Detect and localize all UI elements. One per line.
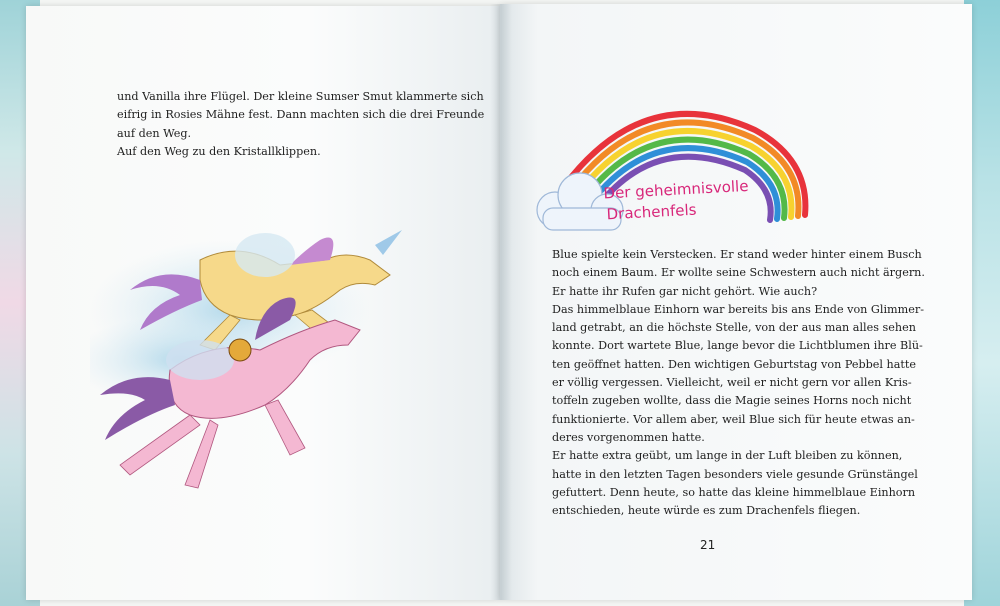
text-line: ten geöffnet hatten. Den wichtigen Geburtstag von Pebbel hatte	[552, 357, 917, 371]
text-line: konnte. Dort wartete Blue, lange bevor die Lichtblumen ihre Blü-	[552, 339, 923, 353]
text-line: und Vanilla ihre Flügel. Der kleine Sumser Smut klammerte sich	[117, 90, 484, 103]
text-line: er völlig vergessen. Vielleicht, weil er nicht gern vor allen Kris-	[552, 376, 912, 390]
book-gutter	[490, 4, 512, 600]
bee-character	[229, 339, 251, 361]
right-page-text	[552, 246, 925, 520]
chapter-title-line: Drachenfels	[606, 200, 697, 224]
text-line: noch einem Baum. Er wollte seine Schwestern auch nicht ärgern.	[552, 266, 925, 280]
text-line: eifrig in Rosies Mähne fest. Dann machten sich die drei Freunde	[117, 108, 485, 122]
chapter-title-line: Der geheimnisvolle	[603, 176, 749, 203]
text-line: Das himmelblaue Einhorn war bereits bis ans Ende von Glimmer-	[552, 302, 924, 316]
text-line: Auf den Weg zu den Kristallklippen.	[117, 144, 321, 158]
text-line: Er hatte extra geübt, um lange in der Luft bleiben zu können,	[552, 449, 903, 463]
text-line: funktionierte. Vor allem aber, weil Blue sich für heute etwas an-	[552, 412, 915, 426]
text-line: toffeln zugeben wollte, dass die Magie seines Horns noch nicht	[552, 394, 912, 408]
text-line: deres vorgenommen hatte.	[552, 430, 705, 444]
text-line: Blue spielte kein Verstecken. Er stand weder hinter einem Busch	[552, 248, 922, 261]
text-line: gefuttert. Denn heute, so hatte das kleine himmelblaue Einhorn	[552, 485, 916, 499]
text-line: entschieden, heute würde es zum Drachenfels fliegen.	[552, 504, 861, 518]
text-line: land getrabt, an die höchste Stelle, von der aus man alles sehen	[552, 321, 916, 335]
text-line: Er hatte ihr Rufen gar nicht gehört. Wie auch?	[552, 284, 818, 298]
page-number: 21	[700, 538, 716, 552]
left-page-text	[117, 88, 484, 161]
text-line: auf den Weg.	[117, 126, 192, 140]
flying-unicorns-illustration	[90, 220, 430, 510]
chapter-title	[603, 175, 775, 226]
text-line: hatte in den letzten Tagen besonders viele gesunde Grünstängel	[552, 467, 918, 481]
